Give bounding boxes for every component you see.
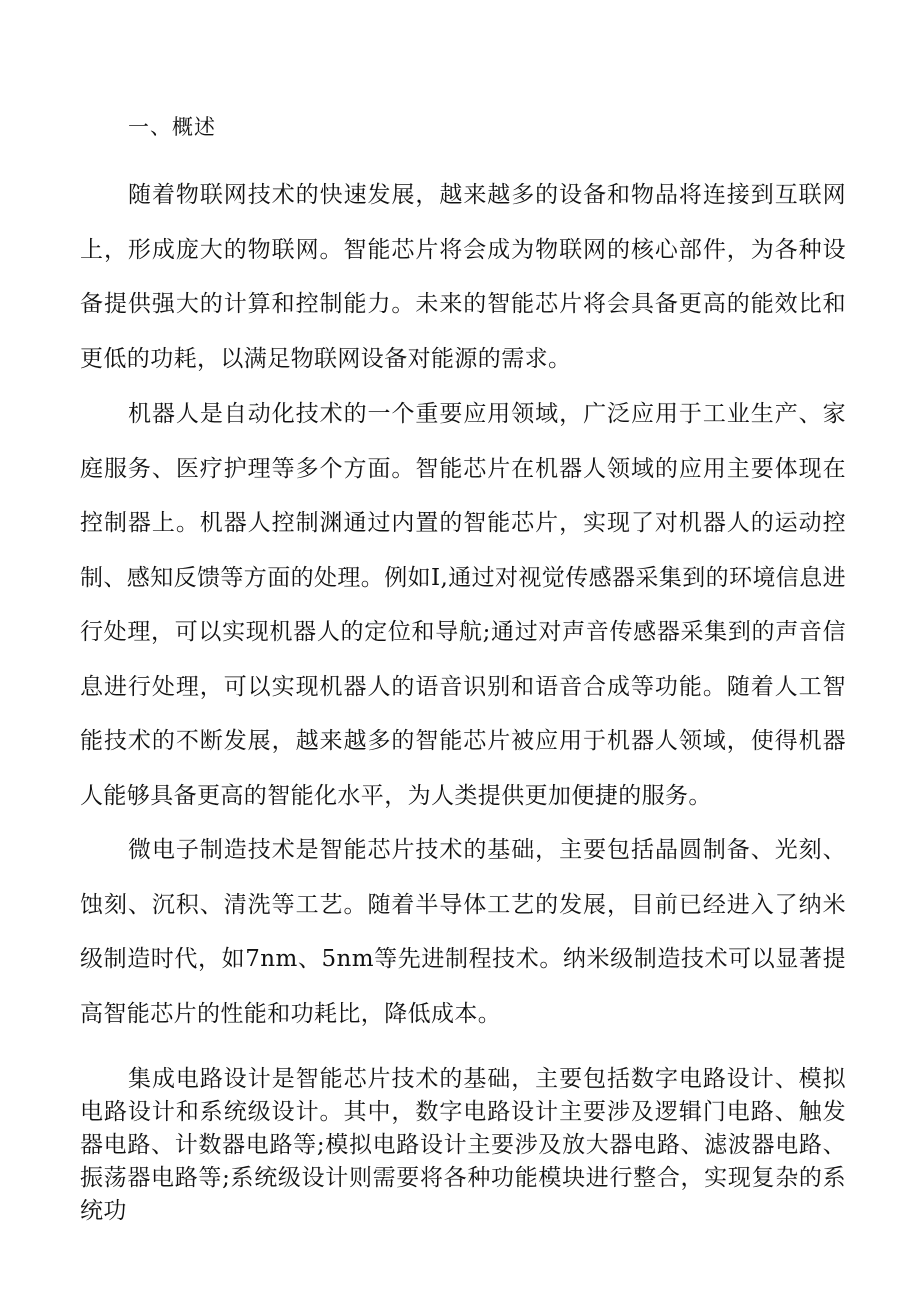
section-heading: 一、概述 xyxy=(128,115,216,139)
paragraph-microelectronics: 微电子制造技术是智能芯片技术的基础，主要包括晶圆制备、光刻、蚀刻、沉积、清洗等工艺。随着半导体工艺的发展，目前已经进入了纳米级制造时代，如7nm、5nm等先进制程技术。纳米级制造技术可以显著提高智能芯片的性能和功耗比，降低成本。 xyxy=(80,837,846,1027)
paragraph-ic-design: 集成电路设计是智能芯片技术的基础，主要包括数字电路设计、模拟电路设计和系统级设计。其中，数字电路设计主要涉及逻辑门电路、触发器电路、计数器电路等;模拟电路设计主要涉及放大器电路、滤波器电路、振荡器电路等;系统级设计则需要将各种功能模块进行整合，实现复杂的系统功 xyxy=(80,1066,846,1224)
paragraph-iot: 随着物联网技术的快速发展，越来越多的设备和物品将连接到互联网上，形成庞大的物联网。智能芯片将会成为物联网的核心部件，为各种设备提供强大的计算和控制能力。未来的智能芯片将会具备更高的能效比和更低的功耗，以满足物联网设备对能源的需求。 xyxy=(80,182,846,372)
paragraph-robotics: 机器人是自动化技术的一个重要应用领域，广泛应用于工业生产、家庭服务、医疗护理等多个方面。智能芯片在机器人领域的应用主要体现在控制器上。机器人控制渊通过内置的智能芯片，实现了对机器人的运动控制、感知反馈等方面的处理。例如I,通过对视觉传感器采集到的环境信息进行处理，可以实现机器人的定位和导航;通过对声音传感器采集到的声音信息进行处理，可以实现机器人的语音识别和语音合成等功能。随着人工智能技术的不断发展，越来越多的智能芯片被应用于机器人领域，使得机器人能够具备更高的智能化水平，为人类提供更加便捷的服务。 xyxy=(80,401,846,809)
